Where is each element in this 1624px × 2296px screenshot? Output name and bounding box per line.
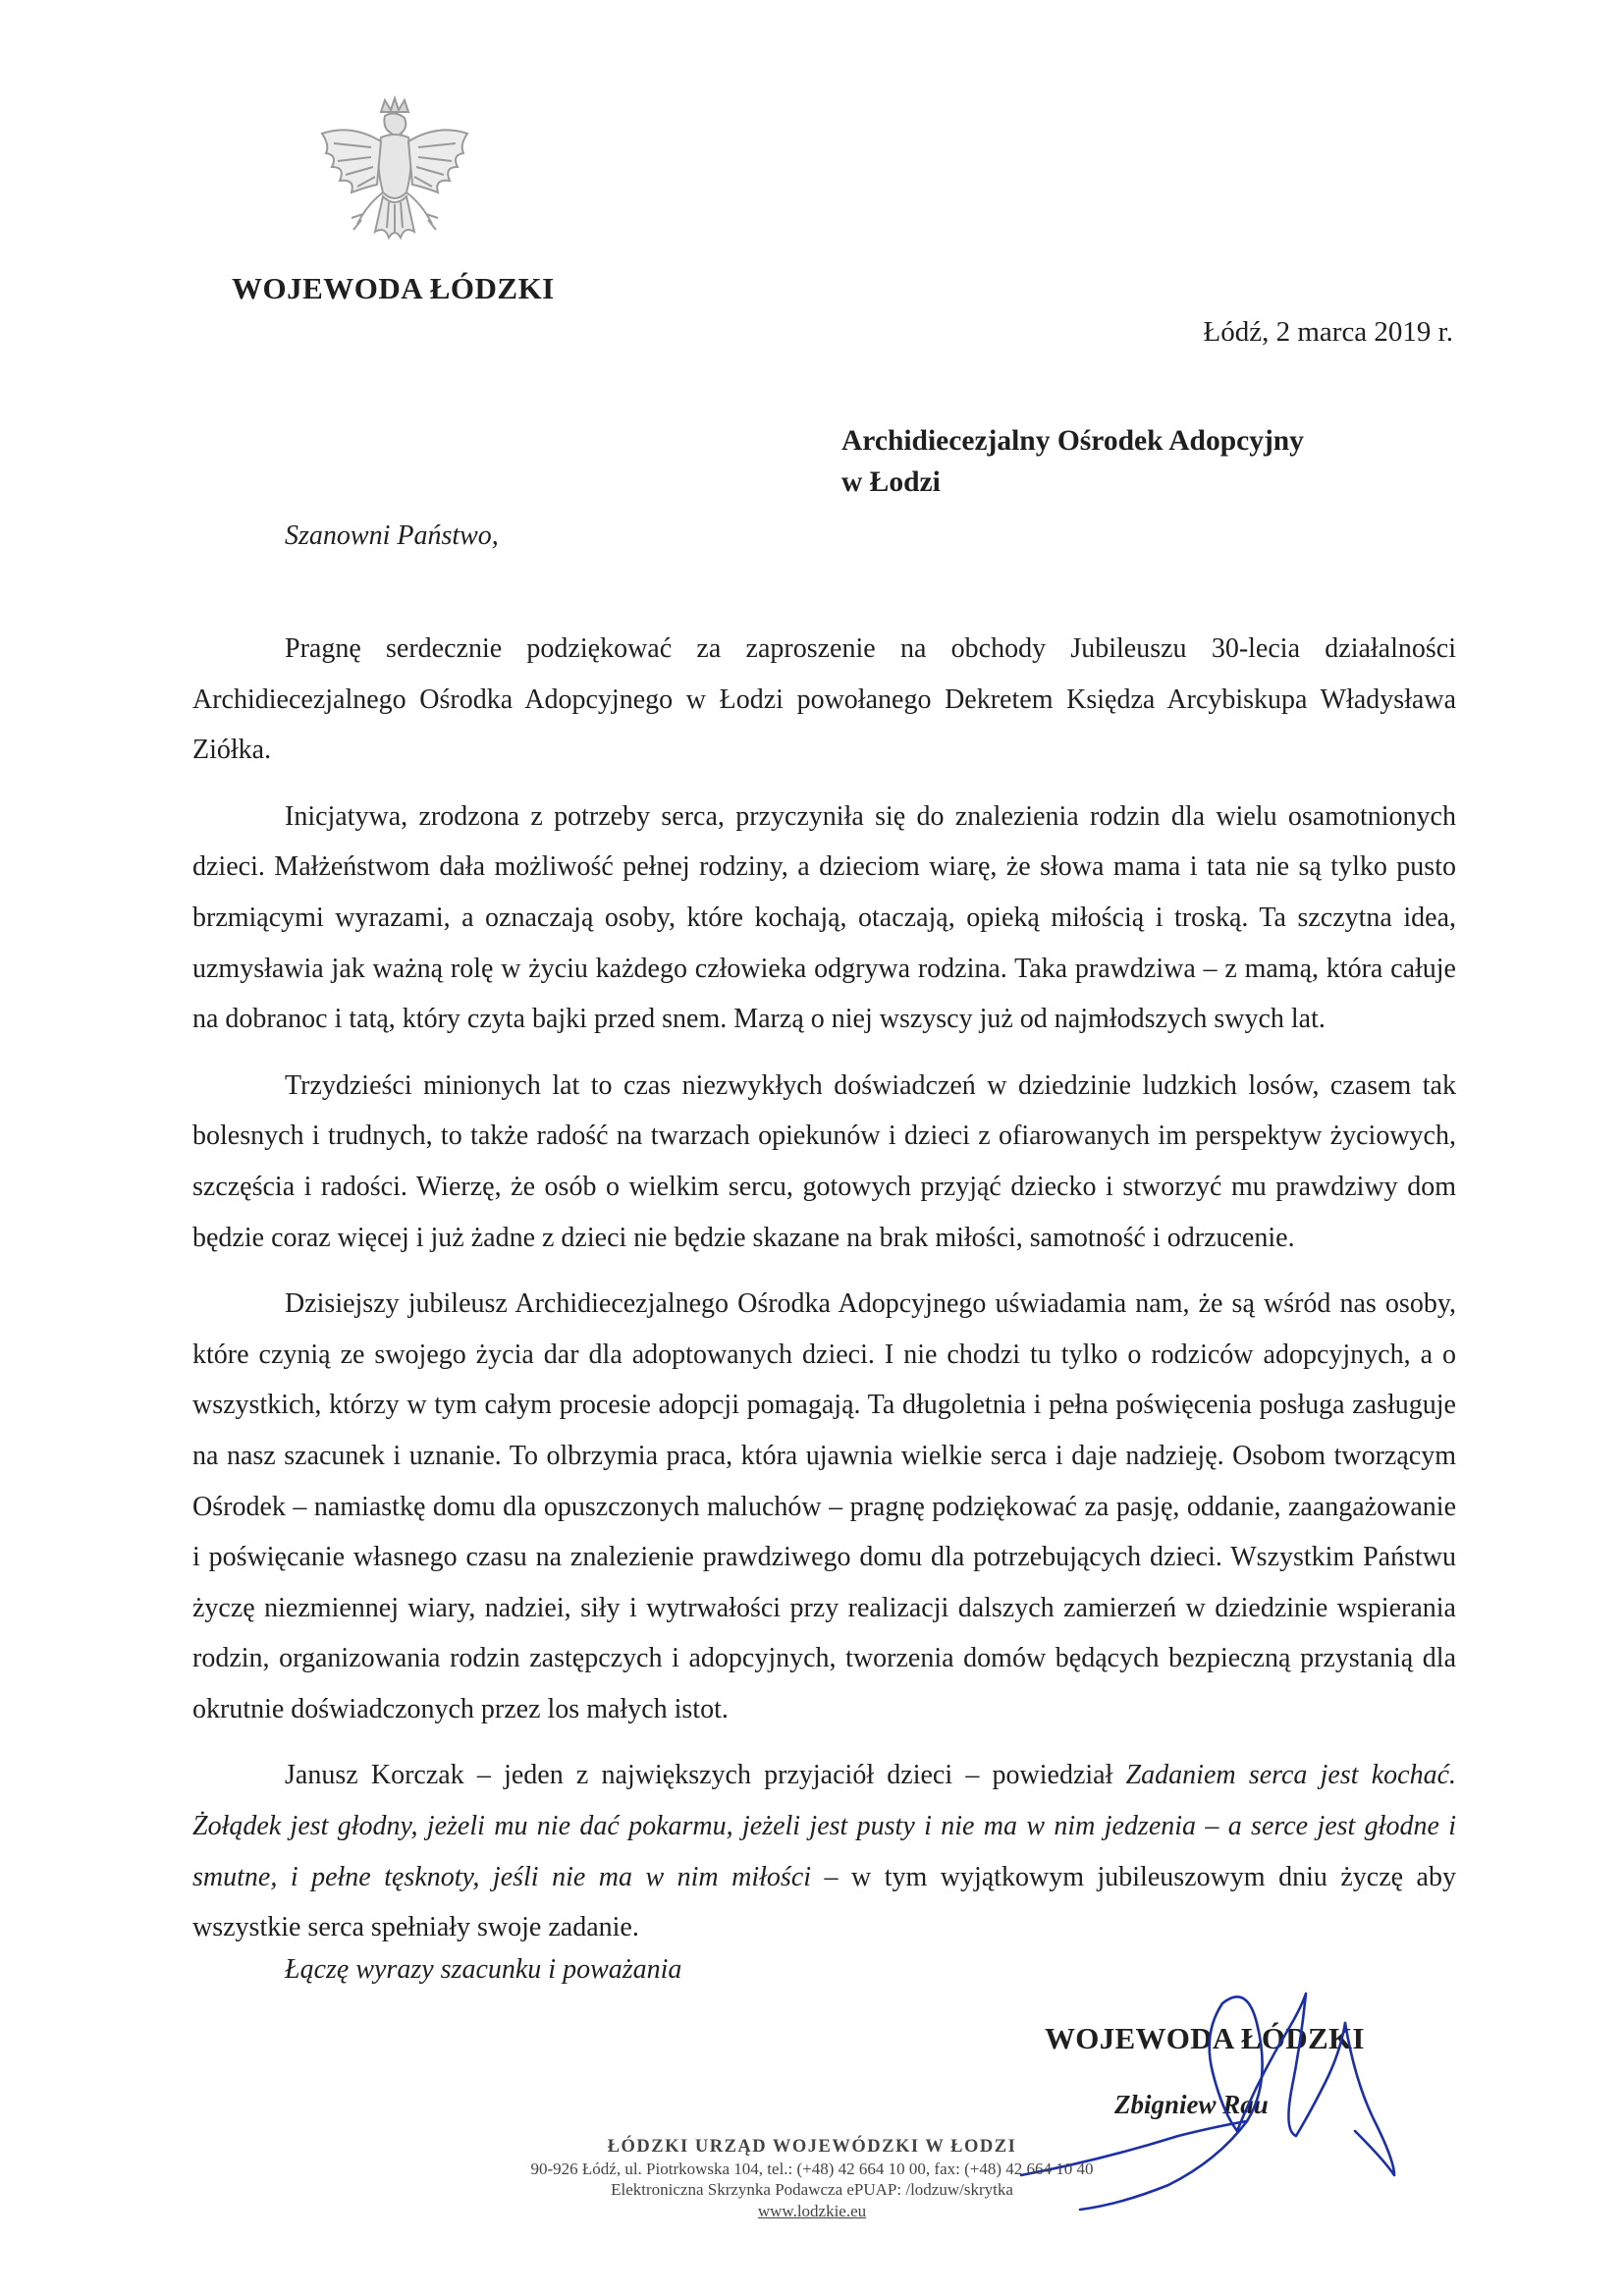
office-title: WOJEWODA ŁÓDZKI	[232, 271, 555, 305]
footer-website-link[interactable]: www.lodzkie.eu	[757, 2201, 867, 2220]
korczak-quote: Zadaniem serca jest kochać. Żołądek jest głodny, jeżeli mu nie dać pokarmu, jeżeli jest pusty i nie ma w nim jedzenia – a serce jest głodne i smutne, i pełne tęsknoty, jeśli nie ma w nim miłości	[192, 1760, 1456, 1892]
signatory-title: WOJEWODA ŁÓDZKI	[1045, 2021, 1365, 2055]
korczak-intro: Janusz Korczak – jeden z największych przyjaciół dzieci – powiedział	[285, 1760, 1126, 1791]
addressee-block	[841, 420, 1304, 503]
footer-address: 90-926 Łódź, ul. Piotrkowska 104, tel.: (+48) 42 664 10 00, fax: (+48) 42 664 10 40	[530, 2159, 1094, 2178]
body-paragraph-4: Dzisiejszy jubileusz Archidiecezjalnego Ośrodka Adopcyjnego uświadamia nam, że są wśród nas osoby, które czynią ze swojego życia dar dla adoptowanych dzieci. I nie chodzi tu tylko o rodziców adopcyjnych, a o wszystkich, którzy w tym całym procesie adopcji pomagają. Ta długoletnia i pełna poświęcenia posługa zasługuje na nasz szacunek i uznanie. To olbrzymia praca, która ujawnia wielkie serca i daje nadzieję. Osobom tworzącym Ośrodek – namiastkę domu dla opuszczonych maluchów – pragnę podziękować za pasję, oddanie, zaangażowanie i poświęcanie własnego czasu na znalezienie prawdziwego domu dla potrzebujących dzieci. Wszystkim Państwu życzę niezmiennej wiary, nadziei, siły i wytrwałości przy realizacji dalszych zamierzeń w dziedzinie wspierania rodzin, organizowania rodzin zastępczych i adopcyjnych, tworzenia domów będących bezpieczną przystanią dla okrutnie doświadczonych przez los małych istot.	[192, 1288, 1456, 1724]
addressee-line-1: Archidiecezjalny Ośrodek Adopcyjny	[841, 425, 1304, 457]
body-paragraph-5	[192, 1750, 1456, 1952]
footer-epuap: Elektroniczna Skrzynka Podawcza ePUAP: /lodzuw/skrytka	[611, 2180, 1013, 2199]
body-paragraph-3: Trzydzieści minionych lat to czas niezwykłych doświadczeń w dziedzinie ludzkich losów, czasem tak bolesnych i trudnych, to także radość na twarzach opiekunów i dzieci z ofiarowanych im perspektyw życiowych, szczęścia i radości. Wierzę, że osób o wielkim sercu, gotowych przyjąć dziecko i stworzyć mu prawdziwy dom będzie coraz więcej i już żadne z dzieci nie będzie skazane na brak miłości, samotność i odrzucenie.	[192, 1069, 1456, 1253]
signatory-name: Zbigniew Rau	[1114, 2090, 1269, 2119]
footer-office: ŁÓDZKI URZĄD WOJEWÓDZKI W ŁODZI	[607, 2137, 1017, 2157]
letter-date: Łódź, 2 marca 2019 r.	[1203, 316, 1453, 348]
body-paragraph-2: Inicjatywa, zrodzona z potrzeby serca, przyczyniła się do znalezienia rodzin dla wielu osamotnionych dzieci. Małżeństwom dała możliwość pełnej rodziny, a dzieciom wiarę, że słowa mama i tata nie są tylko pusto brzmiącymi wyrazami, a oznaczają osoby, które kochają, otaczają, opieką miłością i troską. Ta szczytna idea, uzmysławia jak ważną rolę w życiu każdego człowieka odgrywa rodzina. Taka prawdziwa – z mamą, która całuje na dobranoc i tatą, który czyta bajki przed snem. Marzą o niej wszyscy już od najmłodszych swych lat.	[192, 800, 1456, 1035]
eagle-emblem-icon	[312, 94, 477, 275]
korczak-outro: – w tym wyjątkowym jubileuszowym dniu życzę aby wszystkie serca spełniały swoje zadanie.	[192, 1861, 1456, 1943]
letter-body	[192, 624, 1456, 1969]
closing-line: Łączę wyrazy szacunku i poważania	[285, 1954, 682, 1985]
salutation: Szanowni Państwo,	[285, 520, 499, 551]
addressee-line-2: w Łodzi	[841, 466, 941, 498]
footer	[295, 2137, 1329, 2221]
body-paragraph-1: Pragnę serdecznie podziękować za zaproszenie na obchody Jubileuszu 30-lecia działalności Archidiecezjalnego Ośrodka Adopcyjnego w Łodzi powołanego Dekretem Księdza Arcybiskupa Władysława Ziółka.	[192, 633, 1456, 766]
